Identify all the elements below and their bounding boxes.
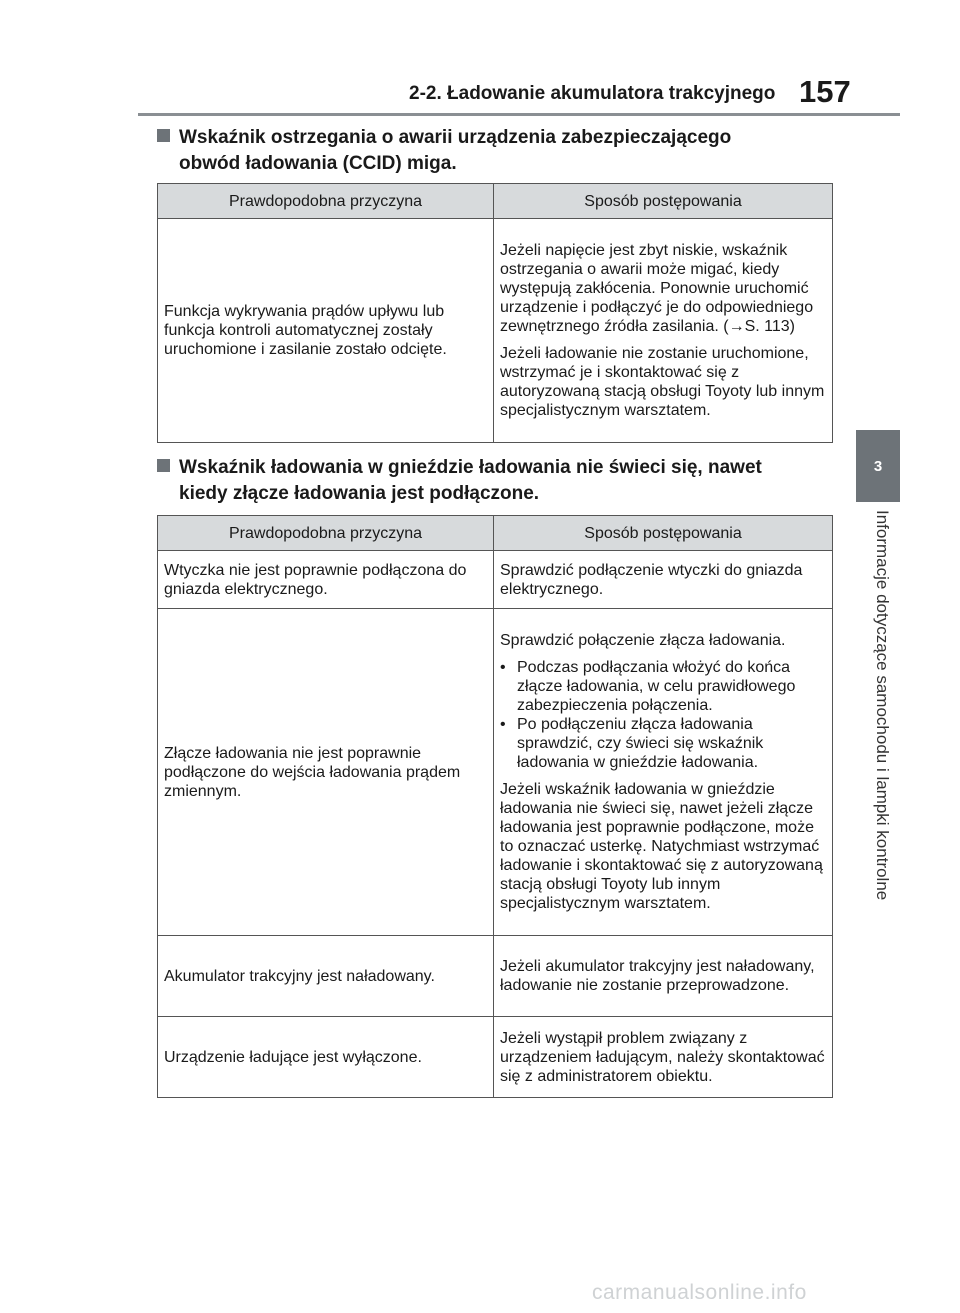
chapter-label: Informacje dotyczące samochodu i lampki kontrolne: [873, 510, 892, 901]
page-number: 157: [799, 74, 851, 109]
cause-text: Akumulator trakcyjny jest naładowany.: [164, 967, 435, 985]
cause-text: Złącze ładowania nie jest poprawnie podłączone do wejścia ładowania prądem zmiennym.: [164, 744, 461, 800]
cause-text: Wtyczka nie jest poprawnie podłączona do gniazda elektrycznego.: [164, 561, 467, 598]
column-header-action: Sposób postępowania: [494, 516, 833, 551]
section2-table: [157, 515, 833, 1098]
action-cell: [494, 551, 833, 609]
cause-cell: [158, 551, 494, 609]
section2-heading: [157, 455, 817, 507]
column-header-action: Sposób postępowania: [494, 184, 833, 219]
bullet-icon: •: [500, 659, 506, 676]
cause-cell: [158, 936, 494, 1017]
action-text: Jeżeli ładowanie nie zostanie uruchomione, wstrzymać je i skontaktować się z autoryzowaną stacją obsługi Toyoty lub innym specjalistycznym warsztatem.: [500, 345, 825, 419]
watermark: carmanualsonline.info: [592, 1281, 807, 1304]
section1-heading-line1: Wskaźnik ostrzegania o awarii urządzenia zabezpieczającego: [179, 127, 732, 148]
action-text: Jeżeli wystąpił problem związany z urządzeniem ładującym, należy skontaktować się z administratorem obiektu.: [500, 1029, 825, 1085]
bullet-icon: •: [500, 716, 506, 733]
section1-table: [157, 183, 833, 443]
section1-heading-line2: obwód ładowania (CCID) miga.: [179, 153, 457, 174]
bullet-item: [500, 658, 826, 715]
square-bullet-icon: [157, 459, 170, 472]
cause-text: Urządzenie ładujące jest wyłączone.: [164, 1048, 422, 1066]
action-text: Jeżeli wskaźnik ładowania w gnieździe ładowania nie świeci się, nawet jeżeli złącze ładowania jest poprawnie podłączone, może to oznaczać usterkę. Natychmiast wstrzymać ładowanie i skontaktować się z autoryzowaną stacją obsługi Toyoty lub innym specjalistycznym warsztatem.: [500, 781, 823, 912]
cause-text: Funkcja wykrywania prądów upływu lub funkcja kontroli automatycznej zostały uruchomione i zasilanie zostało odcięte.: [164, 303, 447, 358]
column-header-cause: Prawdopodobna przyczyna: [158, 516, 494, 551]
action-cell: [494, 609, 833, 936]
bullet-text: Podczas podłączania włożyć do końca złącze ładowania, w celu prawidłowego zabezpieczenia połączenia.: [517, 659, 796, 714]
table-row: [158, 219, 833, 443]
cause-cell: [158, 1017, 494, 1098]
action-intro: Sprawdzić połączenie złącza ładowania.: [500, 632, 786, 649]
action-text: Jeżeli napięcie jest zbyt niskie, wskaźnik ostrzegania o awarii może migać, kiedy występują zakłócenia. Ponownie uruchomić urządzenie i podłączyć je do odpowiedniego zewnętrznego źródła zasilania. (→S. 113): [500, 242, 814, 335]
action-cell: [494, 1017, 833, 1098]
column-header-cause: Prawdopodobna przyczyna: [158, 184, 494, 219]
action-cell: [494, 219, 833, 443]
chapter-tab: [856, 430, 900, 502]
table-row: [158, 1017, 833, 1098]
section1-heading: [157, 125, 817, 177]
bullet-text: Po podłączeniu złącza ładowania sprawdzić, czy świeci się wskaźnik ładowania w gnieździe ładowania.: [517, 716, 764, 771]
section2-heading-line1: Wskaźnik ładowania w gnieździe ładowania nie świeci się, nawet: [179, 457, 762, 478]
table-header-row: [158, 516, 833, 551]
cause-cell: [158, 609, 494, 936]
table-row: [158, 609, 833, 936]
section2-heading-line2: kiedy złącze ładowania jest podłączone.: [179, 483, 540, 504]
action-cell: [494, 936, 833, 1017]
bullet-item: [500, 715, 826, 772]
running-header-title: 2-2. Ładowanie akumulatora trakcyjnego: [409, 83, 776, 104]
square-bullet-icon: [157, 129, 170, 142]
action-text: Jeżeli akumulator trakcyjny jest naładowany, ładowanie nie zostanie przeprowadzone.: [500, 958, 815, 994]
table-row: [158, 551, 833, 609]
table-row: [158, 936, 833, 1017]
action-text: Sprawdzić podłączenie wtyczki do gniazda elektrycznego.: [500, 561, 803, 598]
cause-cell: [158, 219, 494, 443]
chapter-number: 3: [873, 457, 883, 475]
table-header-row: [158, 184, 833, 219]
header-divider: [138, 113, 900, 116]
